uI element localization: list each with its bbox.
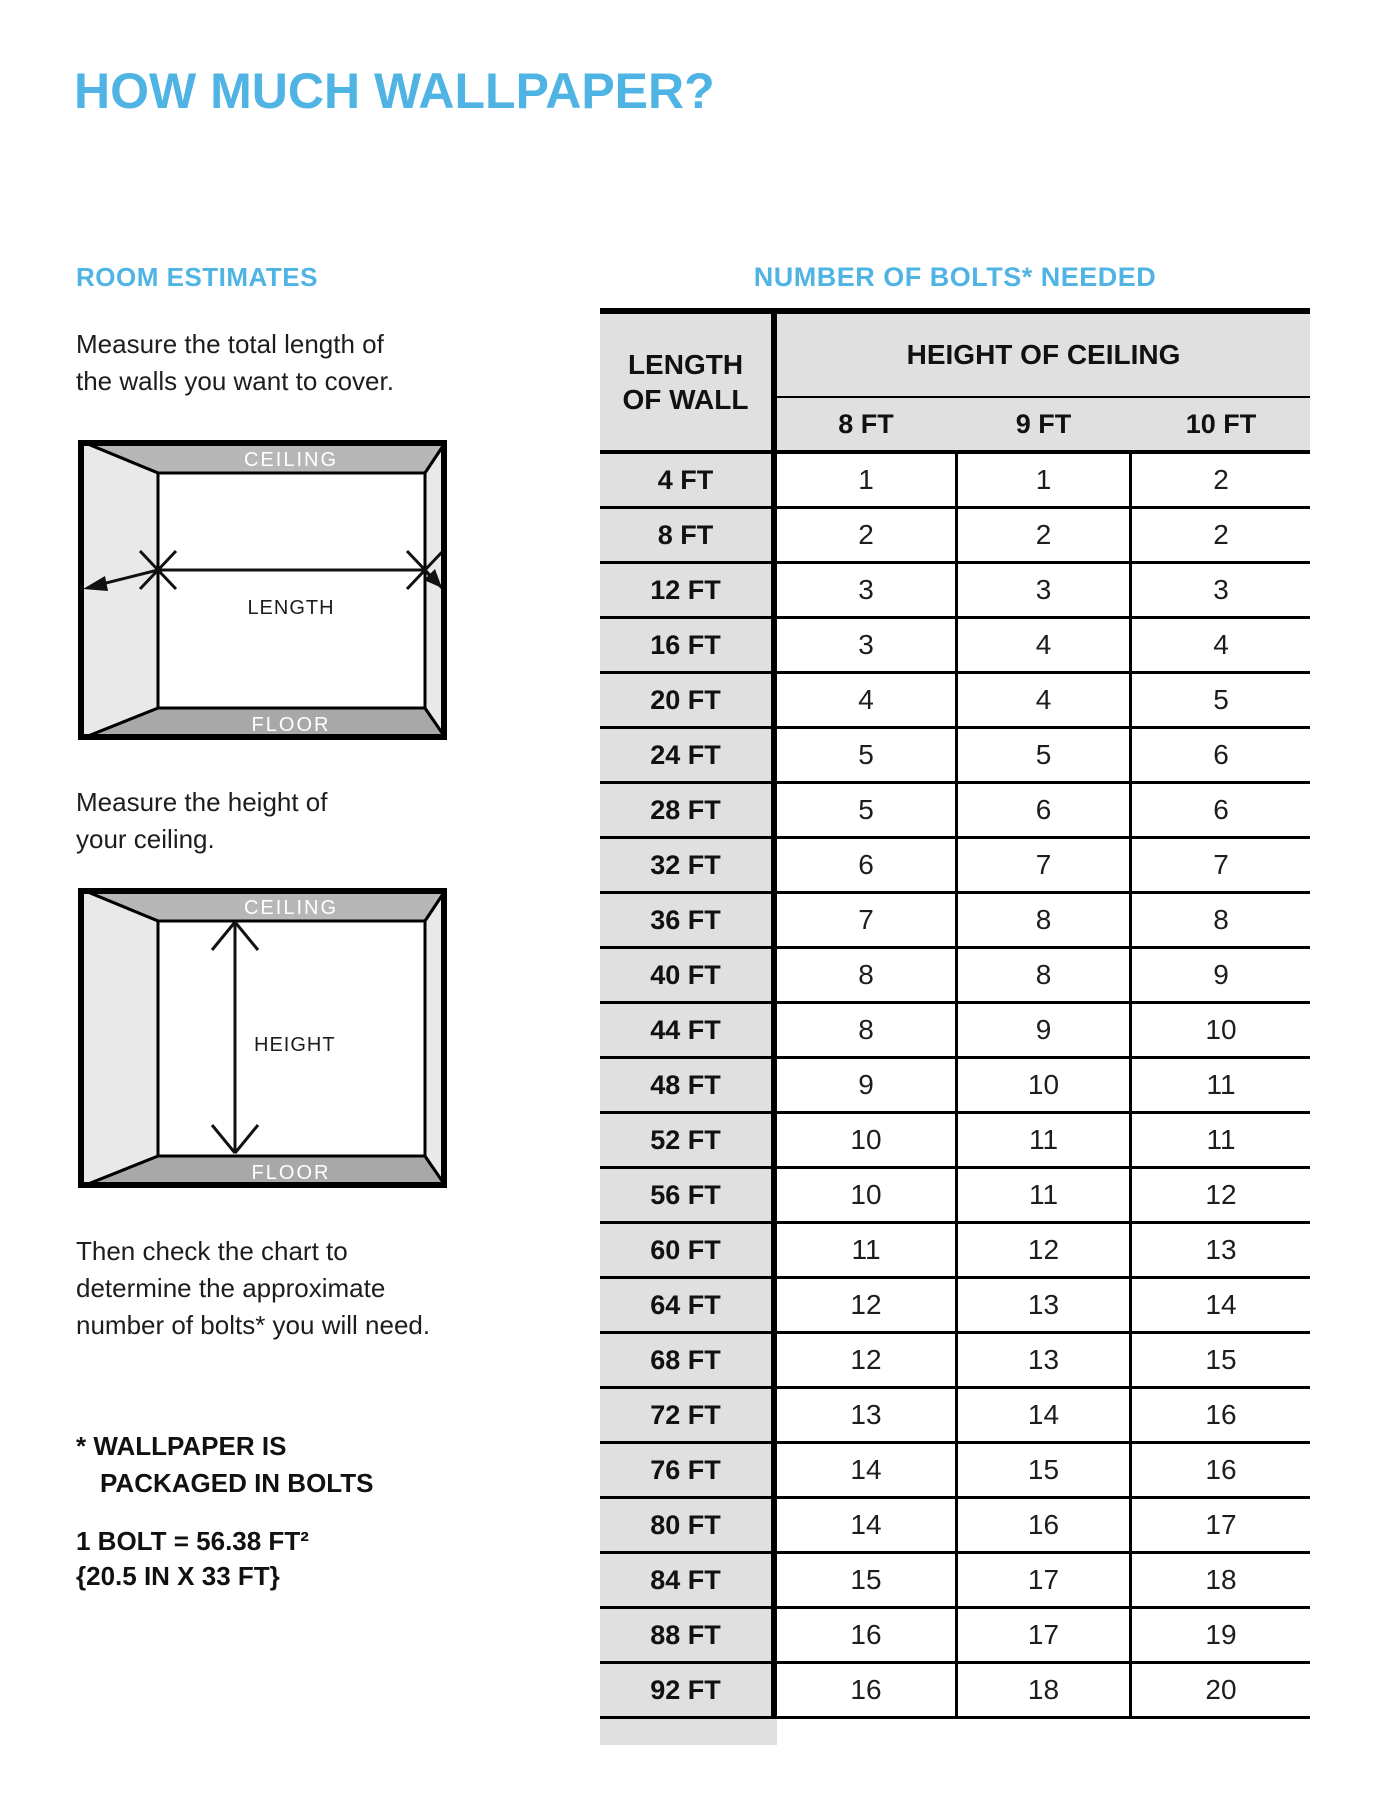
bolt-count-cell: 10 xyxy=(777,1169,955,1224)
bolt-count-cell: 3 xyxy=(777,564,955,619)
bolt-count-cell: 16 xyxy=(955,1499,1132,1554)
bolt-count-cell: 7 xyxy=(1132,839,1310,894)
bolt-count-cell: 6 xyxy=(955,784,1132,839)
bolt-count-cell: 12 xyxy=(955,1224,1132,1279)
bolt-count-cell: 1 xyxy=(955,454,1132,509)
bolt-count-cell: 11 xyxy=(955,1169,1132,1224)
bolt-count-cell: 8 xyxy=(955,949,1132,1004)
row-label: 40 FT xyxy=(600,949,777,1004)
bolt-count-cell: 5 xyxy=(777,729,955,784)
row-label: 44 FT xyxy=(600,1004,777,1059)
left-wall-face xyxy=(78,888,158,1188)
bolt-count-cell: 8 xyxy=(955,894,1132,949)
bolt-count-cell: 7 xyxy=(955,839,1132,894)
bolt-count-cell: 10 xyxy=(777,1114,955,1169)
row-label: 12 FT xyxy=(600,564,777,619)
instruction-check-chart xyxy=(76,1233,430,1344)
instruction-line: your ceiling. xyxy=(76,824,215,854)
bolt-count-cell: 3 xyxy=(955,564,1132,619)
row-label: 36 FT xyxy=(600,894,777,949)
instruction-line: Measure the total length of xyxy=(76,329,384,359)
table-bottom-tab xyxy=(600,1719,777,1745)
bolt-count-cell: 6 xyxy=(1132,784,1310,839)
bolt-count-cell: 6 xyxy=(777,839,955,894)
bolt-count-cell: 13 xyxy=(955,1334,1132,1389)
instruction-measure-length xyxy=(76,326,394,400)
row-label: 56 FT xyxy=(600,1169,777,1224)
bolt-count-cell: 17 xyxy=(955,1554,1132,1609)
footnote-line: * WALLPAPER IS xyxy=(76,1431,287,1461)
bolt-count-cell: 11 xyxy=(1132,1114,1310,1169)
row-label: 28 FT xyxy=(600,784,777,839)
bolt-count-cell: 13 xyxy=(1132,1224,1310,1279)
row-label: 48 FT xyxy=(600,1059,777,1114)
bolt-count-cell: 16 xyxy=(1132,1444,1310,1499)
bolt-count-cell: 6 xyxy=(1132,729,1310,784)
length-label: LENGTH xyxy=(247,597,335,619)
bolt-count-cell: 19 xyxy=(1132,1609,1310,1664)
page-title: HOW MUCH WALLPAPER? xyxy=(74,63,715,119)
bolt-count-cell: 9 xyxy=(777,1059,955,1114)
bolt-size-line: 1 BOLT = 56.38 FT² xyxy=(76,1526,309,1556)
floor-label: FLOOR xyxy=(251,1162,331,1184)
instruction-line: determine the approximate xyxy=(76,1273,386,1303)
row-label: 32 FT xyxy=(600,839,777,894)
length-of-wall-header-line: OF WALL xyxy=(622,384,749,415)
row-label: 92 FT xyxy=(600,1664,777,1719)
bolt-count-cell: 10 xyxy=(955,1059,1132,1114)
instruction-line: Measure the height of xyxy=(76,787,328,817)
height-of-ceiling-header: HEIGHT OF CEILING xyxy=(777,314,1310,398)
bolt-count-cell: 11 xyxy=(777,1224,955,1279)
bolt-count-cell: 8 xyxy=(777,1004,955,1059)
row-label: 76 FT xyxy=(600,1444,777,1499)
bolt-count-cell: 15 xyxy=(777,1554,955,1609)
row-label: 24 FT xyxy=(600,729,777,784)
bolt-count-cell: 4 xyxy=(1132,619,1310,674)
bolt-count-cell: 17 xyxy=(1132,1499,1310,1554)
instruction-measure-height xyxy=(76,784,328,858)
footnote-line: PACKAGED IN BOLTS xyxy=(100,1468,374,1498)
bolt-count-cell: 12 xyxy=(1132,1169,1310,1224)
ceiling-height-column-header-8ft: 8 FT xyxy=(777,398,955,454)
bolt-size-line: {20.5 IN X 33 FT} xyxy=(76,1561,280,1591)
bolt-count-cell: 4 xyxy=(955,619,1132,674)
bolts-table xyxy=(600,308,1310,1719)
bolt-size-note xyxy=(76,1524,309,1594)
bolt-count-cell: 11 xyxy=(955,1114,1132,1169)
floor-label: FLOOR xyxy=(251,714,331,736)
bolt-count-cell: 18 xyxy=(1132,1554,1310,1609)
row-label: 16 FT xyxy=(600,619,777,674)
bolt-count-cell: 4 xyxy=(955,674,1132,729)
row-label: 72 FT xyxy=(600,1389,777,1444)
row-label: 64 FT xyxy=(600,1279,777,1334)
bolt-count-cell: 13 xyxy=(955,1279,1132,1334)
bolt-count-cell: 15 xyxy=(955,1444,1132,1499)
instruction-line: Then check the chart to xyxy=(76,1236,348,1266)
bolt-count-cell: 16 xyxy=(777,1609,955,1664)
bolt-count-cell: 14 xyxy=(777,1499,955,1554)
footnote-wallpaper-bolts xyxy=(76,1428,373,1502)
bolt-count-cell: 9 xyxy=(955,1004,1132,1059)
bolt-count-cell: 2 xyxy=(1132,509,1310,564)
row-label: 84 FT xyxy=(600,1554,777,1609)
bolt-count-cell: 3 xyxy=(1132,564,1310,619)
row-label: 4 FT xyxy=(600,454,777,509)
row-label: 88 FT xyxy=(600,1609,777,1664)
bolt-count-cell: 14 xyxy=(955,1389,1132,1444)
bolt-count-cell: 18 xyxy=(955,1664,1132,1719)
bolt-count-cell: 12 xyxy=(777,1334,955,1389)
bolt-count-cell: 11 xyxy=(1132,1059,1310,1114)
section-heading-room-estimates: ROOM ESTIMATES xyxy=(76,262,318,292)
bolt-count-cell: 16 xyxy=(1132,1389,1310,1444)
bolt-count-cell: 2 xyxy=(955,509,1132,564)
ceiling-label: CEILING xyxy=(243,449,339,471)
length-of-wall-header-line: LENGTH xyxy=(627,349,744,380)
bolt-count-cell: 17 xyxy=(955,1609,1132,1664)
row-label: 52 FT xyxy=(600,1114,777,1169)
bolt-count-cell: 9 xyxy=(1132,949,1310,1004)
room-length-diagram xyxy=(78,440,447,740)
bolt-count-cell: 7 xyxy=(777,894,955,949)
instruction-line: number of bolts* you will need. xyxy=(76,1310,431,1340)
bolt-count-cell: 1 xyxy=(777,454,955,509)
bolt-count-cell: 14 xyxy=(1132,1279,1310,1334)
bolt-count-cell: 5 xyxy=(1132,674,1310,729)
instruction-line: the walls you want to cover. xyxy=(76,366,394,396)
bolt-count-cell: 14 xyxy=(777,1444,955,1499)
room-height-diagram xyxy=(78,888,447,1188)
ceiling-label: CEILING xyxy=(243,897,339,919)
bolt-count-cell: 16 xyxy=(777,1664,955,1719)
bolt-count-cell: 3 xyxy=(777,619,955,674)
height-label: HEIGHT xyxy=(254,1034,336,1056)
length-of-wall-header xyxy=(600,314,777,454)
bolt-count-cell: 5 xyxy=(777,784,955,839)
bolt-count-cell: 12 xyxy=(777,1279,955,1334)
ceiling-height-column-header-9ft: 9 FT xyxy=(955,398,1132,454)
row-label: 60 FT xyxy=(600,1224,777,1279)
bolt-count-cell: 15 xyxy=(1132,1334,1310,1389)
left-wall-face xyxy=(78,440,158,740)
row-label: 20 FT xyxy=(600,674,777,729)
bolt-count-cell: 20 xyxy=(1132,1664,1310,1719)
bolt-count-cell: 2 xyxy=(777,509,955,564)
row-label: 80 FT xyxy=(600,1499,777,1554)
table-heading: NUMBER OF BOLTS* NEEDED xyxy=(753,262,1157,292)
bolt-count-cell: 8 xyxy=(777,949,955,1004)
bolt-count-cell: 10 xyxy=(1132,1004,1310,1059)
bolt-count-cell: 5 xyxy=(955,729,1132,784)
bolt-count-cell: 2 xyxy=(1132,454,1310,509)
back-wall-face xyxy=(158,473,425,708)
row-label: 68 FT xyxy=(600,1334,777,1389)
bolt-count-cell: 13 xyxy=(777,1389,955,1444)
ceiling-height-column-header-10ft: 10 FT xyxy=(1132,398,1310,454)
row-label: 8 FT xyxy=(600,509,777,564)
bolt-count-cell: 4 xyxy=(777,674,955,729)
bolt-count-cell: 8 xyxy=(1132,894,1310,949)
